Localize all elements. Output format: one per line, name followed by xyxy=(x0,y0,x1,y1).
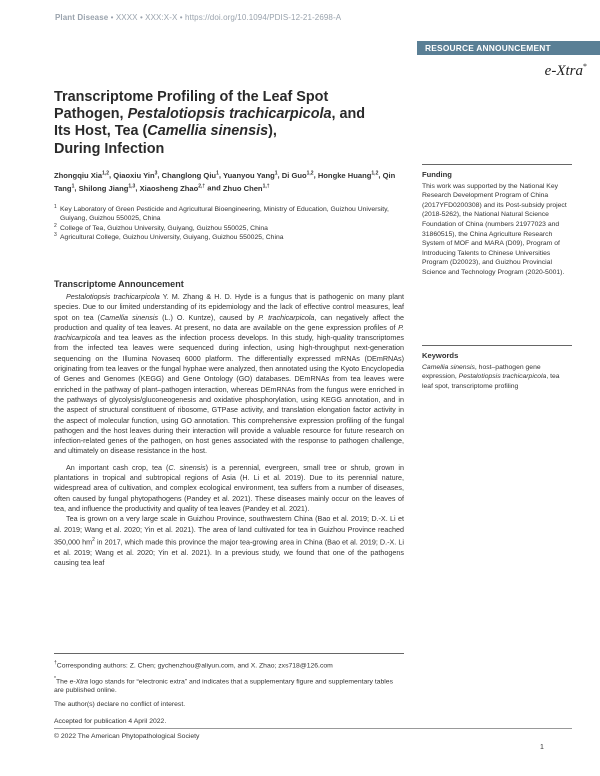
body-text-span: Tea is grown on a very large scale in Guizhou Province, southwestern China (Bao et al. 2019; D.-X. Li et al. 2019; Wang et al. 2020; Yin et al. 2021). The area of land cultivated for tea in Guizhou Province reached 350,000 hm xyxy=(54,514,404,547)
title-line-2b: Pestalotiopsis trachicarpicola xyxy=(127,106,332,123)
title-line-3b: Camellia sinensis xyxy=(147,123,269,140)
author-list: Zhongqiu Xia$^{1,2}$, Qiaoxiu Yin$^3$, Changlong Qiu$^1$, Yuanyou Yang$^1$, Di Guo$^{1,2}$, Hongke Huang$^{1,2}$, Qin Tang$^1$, Shilong Jiang$^{1,3}$, Xiaosheng Zhao$^{2,\dagger}$ and Zhuo Chen$^{1,\dagger}$ xyxy=(54,170,396,193)
author xyxy=(79,184,136,193)
affiliation-text: Agricultural College, Guizhou University, Guiyang, Guizhou 550025, China xyxy=(60,234,284,242)
corresponding-authors: †Corresponding authors: Z. Chen; gychenzhou@aliyun.com, and X. Zhao; zxs718@126.com xyxy=(54,660,333,670)
keywords-heading: Keywords xyxy=(422,351,459,360)
funding-heading: Funding xyxy=(422,170,452,179)
affiliation-number: 1 xyxy=(54,204,57,210)
affiliation-text: Key Laboratory of Green Pesticide and Agricultural Bioengineering, Ministry of Education, Guizhou University, Guiyang, Guizhou 550025, China xyxy=(60,206,389,223)
keywords-section xyxy=(422,351,572,391)
acceptance-date: Accepted for publication 4 April 2022. xyxy=(54,718,167,726)
page-number: 1 xyxy=(540,744,544,751)
author-affiliation-mark: 1 xyxy=(71,183,75,190)
journal-name: Plant Disease xyxy=(55,13,109,22)
body-paragraph-2 xyxy=(54,463,404,514)
sidebar-divider-keywords xyxy=(422,345,572,346)
body-paragraph-3 xyxy=(54,514,404,568)
note-text: The xyxy=(55,677,70,685)
author-name: Xiaosheng Zhao xyxy=(139,183,199,193)
author-name: Yuanyou Yang xyxy=(222,170,275,180)
citation-line: • XXXX • XXX:X-X • https://doi.org/10.1094/PDIS-12-21-2698-A xyxy=(108,13,342,22)
author-affiliation-mark: 1 xyxy=(216,170,219,176)
author-affiliation-mark: 3 xyxy=(154,170,158,176)
keyword-text: , host–pathogen gene expression, xyxy=(422,363,541,381)
title-line-2c: , and xyxy=(331,106,366,123)
author xyxy=(223,171,278,180)
author-affiliation-mark: 1 xyxy=(274,170,278,176)
body-text-span: , can negatively affect the production and quality of tea leaves. At present, no data are available on the gene expression profiles of xyxy=(54,312,404,332)
author xyxy=(54,171,109,180)
article-type-banner: RESOURCE ANNOUNCEMENT xyxy=(417,41,600,55)
superscript: 2 xyxy=(92,536,95,543)
author-name: Shilong Jiang xyxy=(78,183,129,193)
journal-header xyxy=(55,13,341,22)
affiliation-number: 3 xyxy=(54,232,57,239)
author-name: Qiaoxiu Yin xyxy=(113,170,155,180)
keyword-italic: Camellia sinensis xyxy=(422,363,475,371)
keyword-text: , tea leaf spot, transcriptome profiling xyxy=(422,373,560,390)
author-name: Zhuo Chen xyxy=(222,183,263,193)
section-heading: Transcriptome Announcement xyxy=(54,279,184,289)
title-line-2a: Pathogen, xyxy=(54,106,128,123)
footnote-divider xyxy=(54,653,404,654)
body-text-span: (L.) O. Kuntze), caused by xyxy=(158,312,259,322)
note-logo-text: e-Xtra xyxy=(69,677,89,685)
body-text-span: ) is a perennial, evergreen, small tree or shrub, grown in plantations in tropical and subtropical regions of Asia (H. Li et al. 2019). Due to its perennial nature, widespread area of cultivation, and complex ecological environment, tea suffers from a number of diseases, often caused by fungal phytopathogens (Pandey et al. 2021). These diseases mainly occur on the leaves of tea, and influence the productivity and quality of tea leaves (Pandey et al. 2021). xyxy=(54,462,404,513)
footer-divider xyxy=(54,728,572,729)
funding-text: This work was supported by the National Key Research Development Program of China (2017YFD0200308) and its Post-subsidy project (2018-5262), the National Natural Science Foundation of China (numbers 21977023 and 31860515), the China Agriculture Research System of MOF and MARA (D09), Program of Introducing Talents to Chinese Universities Program (D20023), and Guizhou Provincial Science and Technology Program (2020-5001). xyxy=(422,182,567,276)
e-xtra-logo-text: e-Xtra xyxy=(544,63,583,79)
author-affiliation-mark: 1,2 xyxy=(102,170,110,176)
author-affiliation-mark: 1,2 xyxy=(371,170,379,176)
author-name: Zhongqiu Xia xyxy=(54,170,103,180)
article-title xyxy=(54,89,394,158)
body-text-span: and tea leaves as the infection process develops. In this study, high-quality transcriptomes from the infected tea leaves were sequenced during infection, using high-throughput next-generation sequencing on the Illumina Novaseq 6000 platform. The differentially expressed mRNAs (DEmRNAs) originating from tea leaves or the fungal hyphae were analyzed, then annotated using the Kyoto Encyclopedia of Genes and Genomes (KEGG) and Gene Ontology (GO) databases. DEmRNAs from tea leaves were enriched in the pathway of plant–pathogen interaction, whereas DEmRNAs from the fungus were enriched in the pathways of glycolysis/gluconeogenesis and oxidative phosphorylation, using KEGG annotation, and in the aspect of structural constituent of ribosome, GTPase activity, and translation elongation factor activity in the aspect of molecular function, using GO annotation. This comprehensive expression profiling of the fungal pathogen and the host leaves during their interaction will provide a valuable resource for future research on infection-related genes of the pathogen, on host genes associated with the response to pathogen challenge, and ultimately on disease resistance in the host. xyxy=(54,333,404,456)
affiliation-text: College of Tea, Guizhou University, Guiyang, Guizhou 550025, China xyxy=(60,224,268,232)
body-text-span: Y. M. Zhang & H. D. Hyde is a fungus that is pathogenic on many plant species. Due to our limited understanding of its epidemiology and the lack of effective control measures, leaf spot on tea ( xyxy=(54,292,404,322)
corresponding-text: Corresponding authors: Z. Chen; gychenzhou@aliyun.com, and X. Zhao; zxs718@126.com xyxy=(56,662,333,670)
sidebar-divider-funding xyxy=(422,164,572,165)
body-paragraph-1 xyxy=(54,292,404,457)
species-name: P. trachicarpicola xyxy=(54,322,404,343)
species-name: P. trachicarpicola xyxy=(258,312,315,322)
note-text: logo stands for “electronic extra” and indicates that a supplementary figure and supplementary tables are published online. xyxy=(54,677,393,695)
affiliation-number: 2 xyxy=(54,222,57,229)
title-line-3a: Its Host, Tea ( xyxy=(54,123,148,140)
author-name: Di Guo xyxy=(281,170,307,180)
title-line-1: Transcriptome Profiling of the Leaf Spot xyxy=(54,89,329,105)
e-xtra-note: *The e-Xtra logo stands for “electronic extra” and indicates that a supplementary figure and supplementary tables are published online. xyxy=(54,675,393,695)
title-line-4: During Infection xyxy=(54,140,165,157)
author xyxy=(162,171,219,180)
body-text-span: in 2017, which made this province the major tea-growing area in China (Bao et al. 2019; D.-X. Li et al. 2019; Wang et al. 2020; Yin et al. 2021). In a previous study, we found that one of the pathogens causing tea leaf xyxy=(54,537,404,567)
funding-section xyxy=(422,170,572,278)
author-affiliation-mark: 2,† xyxy=(198,183,206,190)
e-xtra-asterisk: * xyxy=(583,62,587,71)
footnotes xyxy=(54,659,404,731)
affiliations xyxy=(54,205,414,243)
species-name: C. sinensis xyxy=(168,462,206,472)
title-line-3c: ), xyxy=(268,123,277,140)
author xyxy=(318,171,379,180)
affiliation-item xyxy=(54,224,414,233)
affiliation-item xyxy=(54,205,414,224)
author xyxy=(223,184,270,193)
author-name: Qin Tang xyxy=(54,170,396,193)
author xyxy=(113,171,157,180)
copyright: © 2022 The American Phytopathological Society xyxy=(54,733,200,740)
keywords-text xyxy=(422,363,572,392)
affiliation-item xyxy=(54,233,414,242)
author-affiliation-mark: 1,3 xyxy=(128,183,136,190)
species-name: Camellia sinensis xyxy=(100,312,159,322)
author xyxy=(282,171,314,180)
author-name: Hongke Huang xyxy=(317,170,372,180)
author-name: Changlong Qiu xyxy=(161,170,217,180)
keyword-italic: Pestalotiopsis trachicarpicola xyxy=(458,373,547,381)
conflict-statement: The author(s) declare no conflict of interest. xyxy=(54,700,186,708)
article-body xyxy=(54,292,404,568)
body-text-span: An important cash crop, tea ( xyxy=(66,462,169,472)
e-xtra-logo xyxy=(545,62,587,80)
species-name: Pestalotiopsis trachicarpicola xyxy=(66,292,160,301)
author-affiliation-mark: 1,2 xyxy=(306,170,314,176)
author-affiliation-mark: 1,† xyxy=(262,183,270,190)
author xyxy=(140,184,206,193)
